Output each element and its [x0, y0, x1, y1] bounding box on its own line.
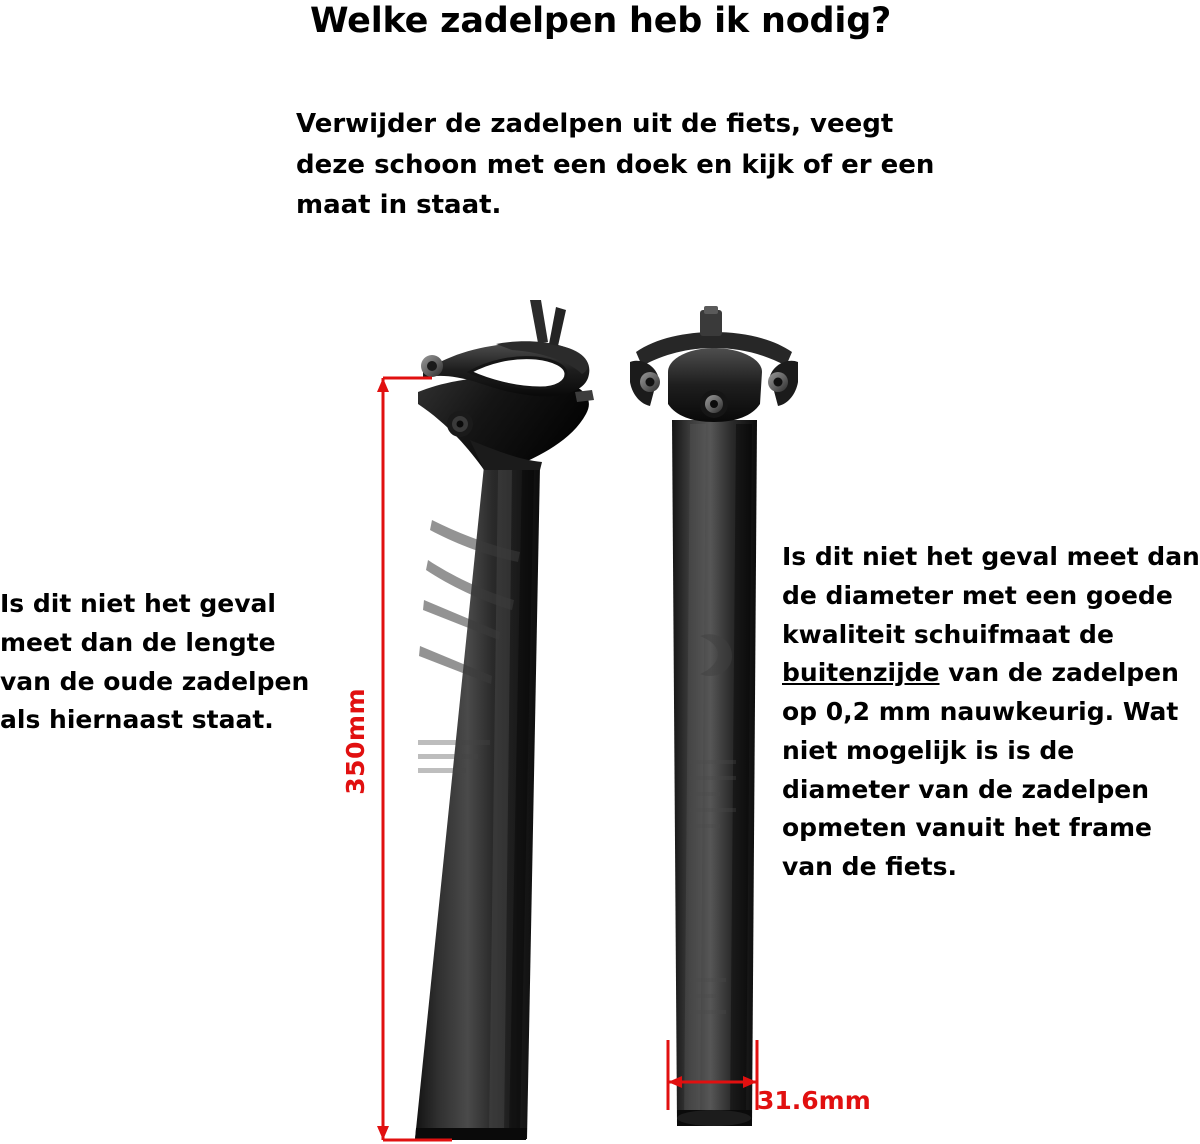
- length-dimension-label: 350mm: [341, 688, 370, 795]
- right-note-text-part1: Is dit niet het geval meet dan de diameter met een goede kwaliteit schuifmaat de: [782, 542, 1200, 649]
- page-title: Welke zadelpen heb ik nodig?: [310, 1, 892, 41]
- right-note-paragraph: [782, 538, 1200, 887]
- seatpost-straight-graphic: [630, 306, 798, 1126]
- left-note-paragraph: Is dit niet het geval meet dan de lengte van de oude zadelpen als hiernaast staat.: [0, 589, 310, 735]
- seatpost-setback-graphic: [377, 300, 594, 1140]
- intro-paragraph: Verwijder de zadelpen uit de fiets, veegt deze schoon met een doek en kijk of er een maat in staat.: [296, 109, 935, 221]
- diameter-dimension-label: 31.6mm: [757, 1086, 871, 1115]
- right-note-text-part2: van de zadelpen op 0,2 mm nauwkeurig. Wat niet mogelijk is is de diameter van de zadelpen opmeten vanuit het frame van de fiets.: [782, 658, 1179, 881]
- right-note-emphasis: buitenzijde: [782, 658, 940, 688]
